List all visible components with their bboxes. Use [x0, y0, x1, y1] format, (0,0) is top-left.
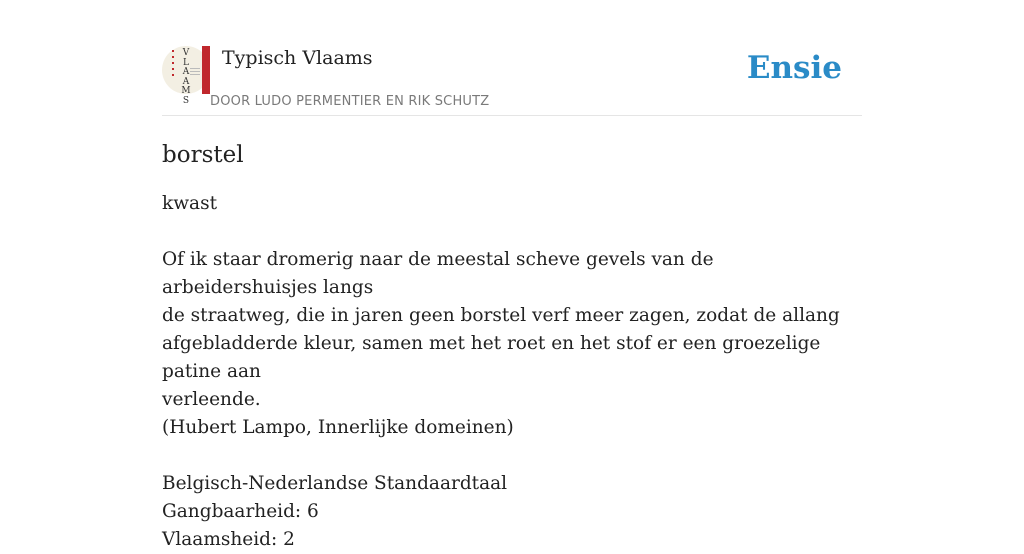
cover-spine: [202, 46, 210, 94]
example-source: (Hubert Lampo, Innerlijke domeinen): [162, 417, 514, 438]
example-line: Of ik staar dromerig naar de meestal scheve gevels van de arbeidershuisjes langs: [162, 249, 714, 298]
example-line: verleende.: [162, 389, 261, 410]
header-divider: [162, 115, 862, 116]
vlaamsheid-score: Vlaamsheid: 2: [162, 529, 295, 550]
language-variant: Belgisch-Nederlandse Standaardtaal: [162, 473, 508, 494]
gangbaarheid-score: Gangbaarheid: 6: [162, 501, 319, 522]
entry-headword: borstel: [162, 142, 244, 168]
book-title-link[interactable]: Typisch Vlaams: [222, 47, 373, 69]
entry-definition: kwast: [162, 193, 218, 214]
book-authors: DOOR LUDO PERMENTIER EN RIK SCHUTZ: [210, 94, 490, 109]
entry-details: [162, 470, 862, 554]
entry-content: [162, 138, 862, 554]
example-line: de straatweg, die in jaren geen borstel verf meer zagen, zodat de allang: [162, 305, 840, 326]
example-line: afgebladderde kleur, samen met het roet en het stof er een groezelige patine aan: [162, 333, 821, 382]
book-cover-image[interactable]: [162, 46, 210, 106]
cover-decoration: [172, 50, 174, 80]
page-header: [162, 44, 862, 116]
brand-logo-link[interactable]: Ensie: [746, 50, 842, 86]
cover-lettering: V L A A M S: [181, 48, 191, 106]
entry-example: [162, 246, 862, 442]
cover-text-lines: [190, 68, 200, 76]
